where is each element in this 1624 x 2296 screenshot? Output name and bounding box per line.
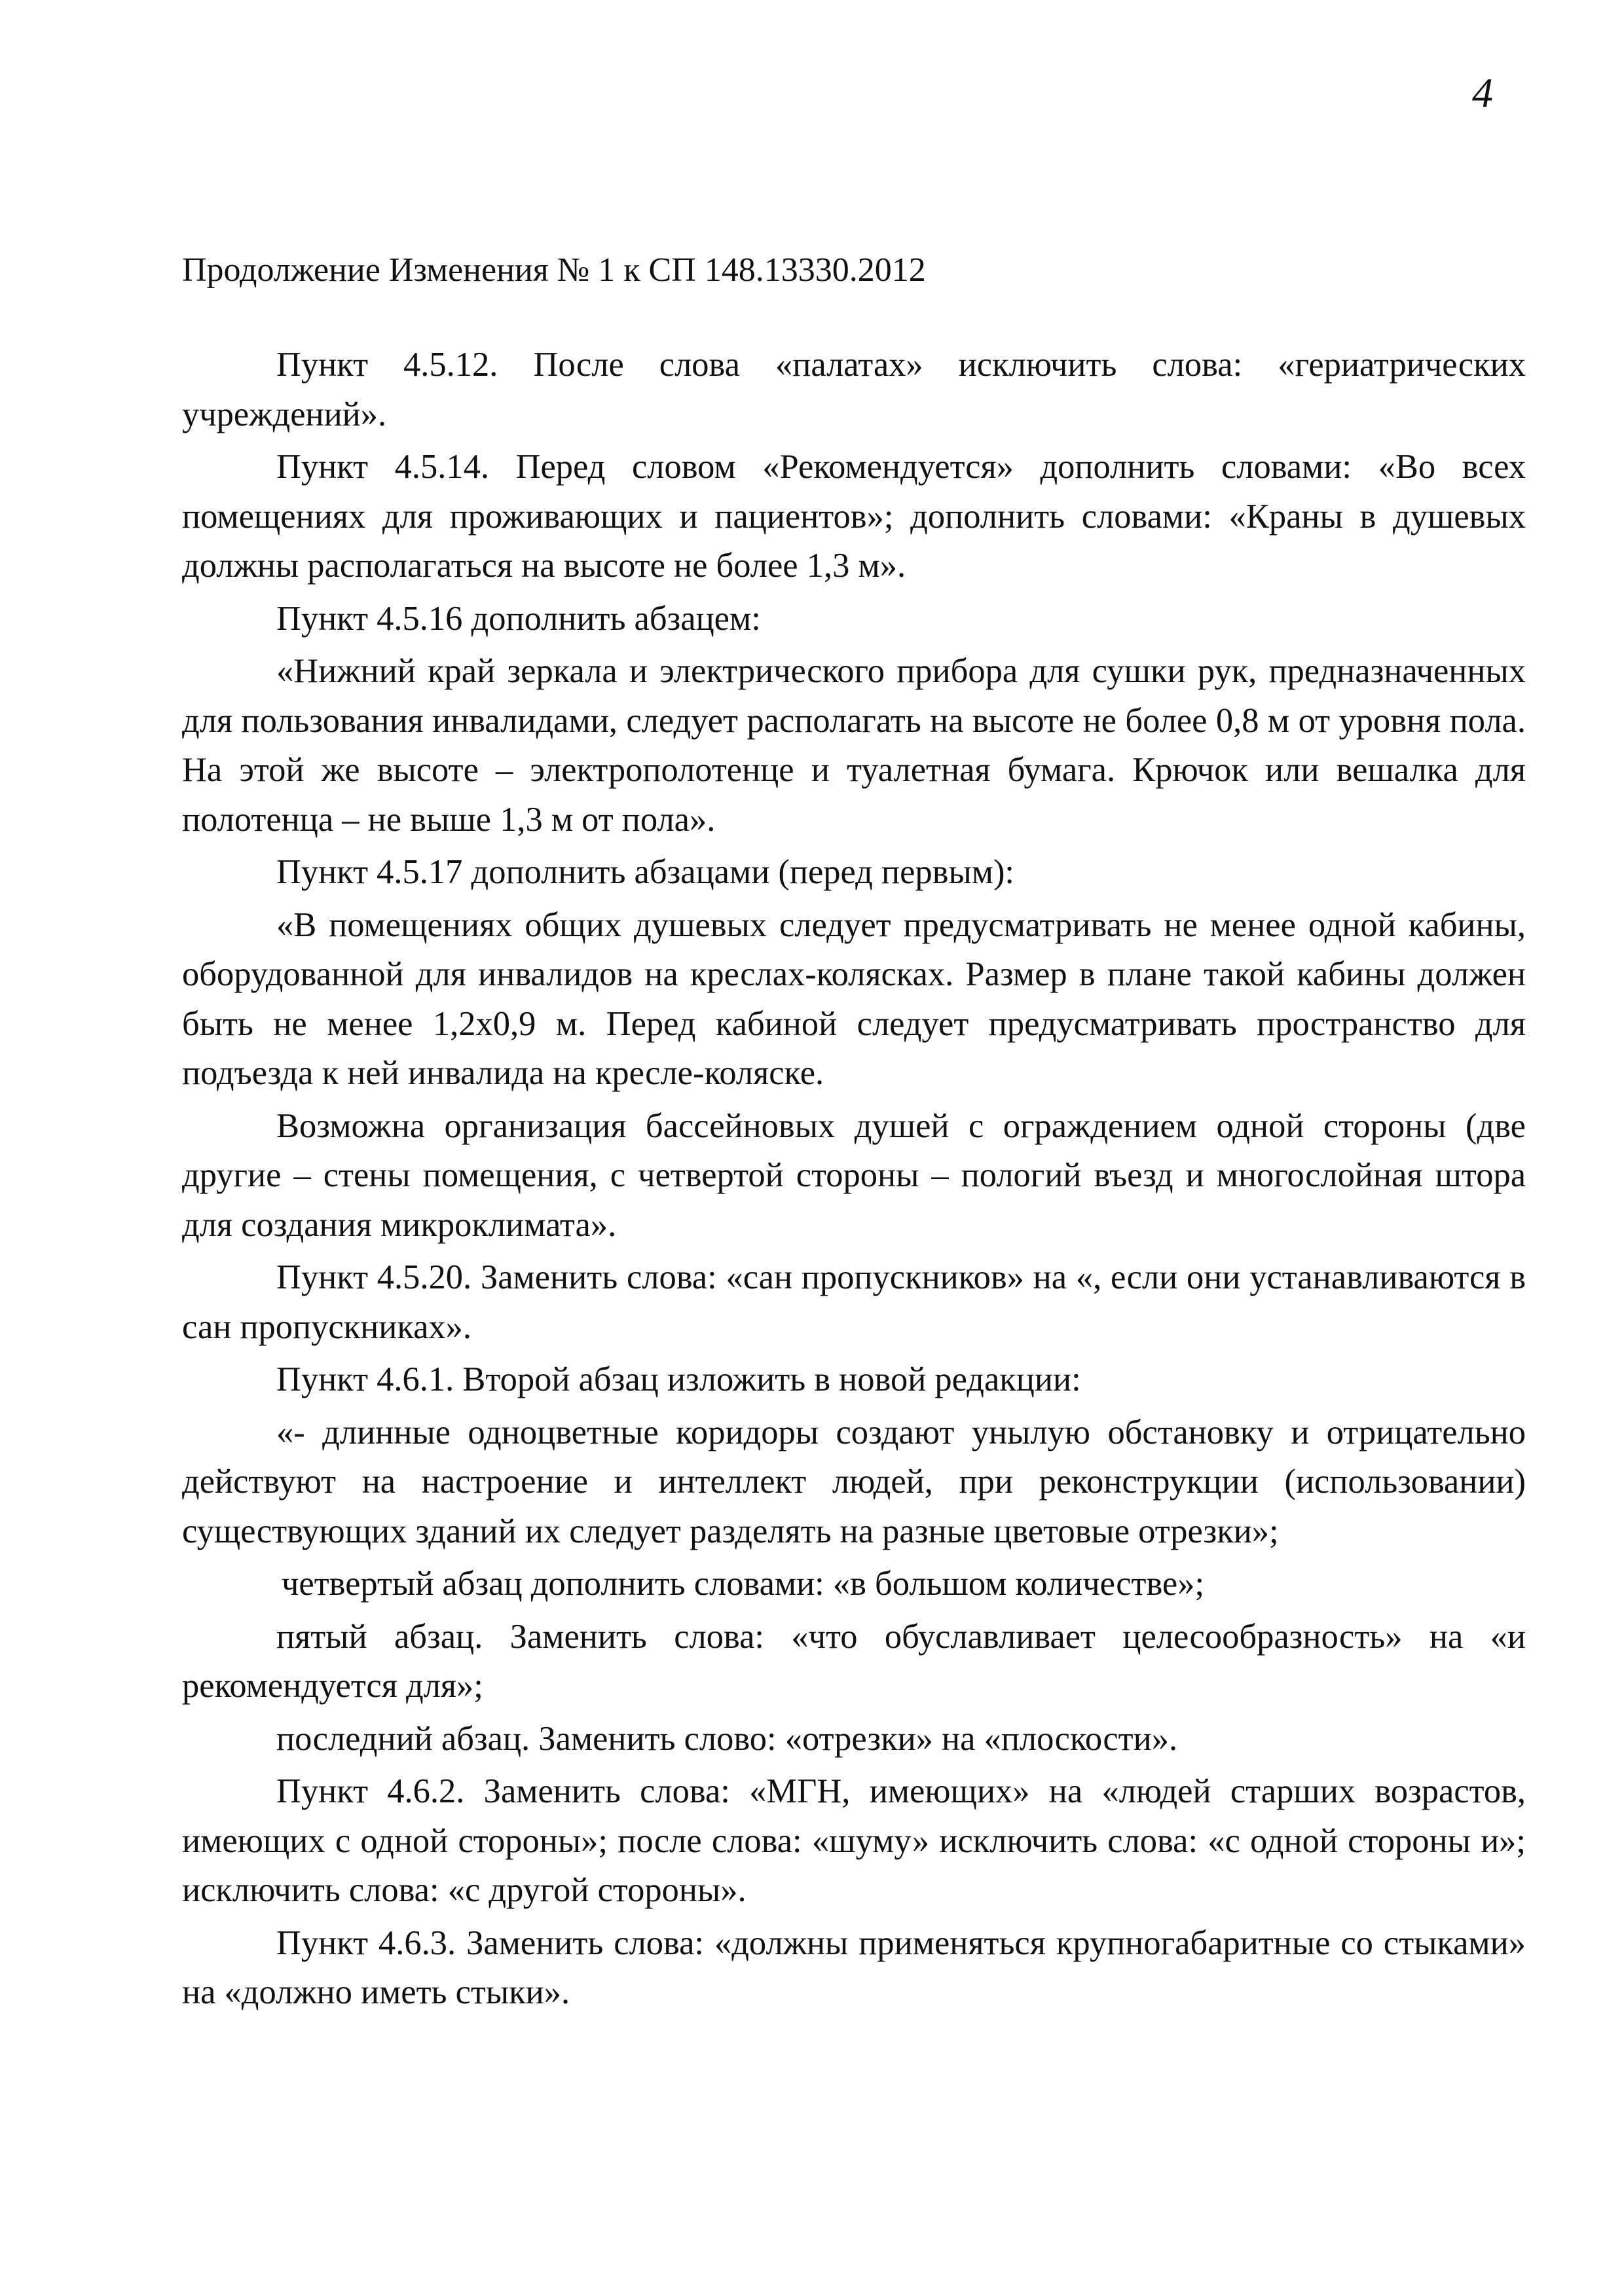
paragraph-4-6-1-text: «- длинные одноцветные коридоры создают унылую обстановку и отрицательно действуют на настроение и интеллект людей, при реконструкции (использовании) существующих зданий их следует разделять на разные цветовые отрезки»; — [182, 1413, 1526, 1550]
paragraph-4-5-14: Пункт 4.5.14. Перед словом «Рекомендуется» дополнить словами: «Во всех помещениях для проживающих и пациентов»; дополнить словами: «Краны в душевых должны располагаться на высоте не более 1,3 м». — [182, 448, 1526, 585]
paragraph-4-6-2: Пункт 4.6.2. Заменить слова: «МГН, имеющих» на «людей старших возрастов, имеющих с одной стороны»; после слова: «шуму» исключить слова: «с одной стороны и»; исключить слова: «с другой стороны». — [182, 1772, 1526, 1909]
paragraph-4-6-1-fifth: пятый абзац. Заменить слова: «что обуславливает целесообразность» на «и рекомендуется для»; — [182, 1617, 1526, 1705]
paragraph-4-5-17-text-1: «В помещениях общих душевых следует предусматривать не менее одной кабины, оборудованной для инвалидов на креслах-колясках. Размер в плане такой кабины должен быть не менее 1,2х0,9 м. Перед кабиной следует предусматривать пространство для подъезда к ней инвалида на кресле-коляске. — [182, 905, 1526, 1092]
paragraph-4-5-17-intro: Пункт 4.5.17 дополнить абзацами (перед первым): — [276, 853, 1015, 891]
paragraph-4-5-16-intro: Пункт 4.5.16 дополнить абзацем: — [276, 599, 761, 638]
paragraph-4-5-17-text-2: Возможна организация бассейновых душей с ограждением одной стороны (две другие – стены помещения, с четвертой стороны – пологий въезд и многослойная штора для создания микроклимата». — [182, 1106, 1526, 1244]
paragraph-4-6-1-fourth: четвертый абзац дополнить словами: «в большом количестве»; — [282, 1565, 1205, 1603]
paragraph-4-6-3: Пункт 4.6.3. Заменить слова: «должны применяться крупногабаритные со стыками» на «должно иметь стыки». — [182, 1923, 1526, 2011]
paragraph-4-5-20: Пункт 4.5.20. Заменить слова: «сан пропускников» на «, если они устанавливаются в сан пропускниках». — [182, 1258, 1526, 1346]
document-header: Продолжение Изменения № 1 к СП 148.13330.2012 — [182, 251, 926, 289]
paragraph-4-6-1-intro: Пункт 4.6.1. Второй абзац изложить в новой редакции: — [276, 1360, 1081, 1398]
paragraph-4-5-12: Пункт 4.5.12. После слова «палатах» исключить слова: «гериатрических учреждений». — [182, 346, 1526, 433]
paragraph-4-6-1-last: последний абзац. Заменить слово: «отрезки» на «плоскости». — [276, 1719, 1178, 1758]
page-number: 4 — [1472, 69, 1493, 116]
document-body — [182, 340, 1526, 2018]
paragraph-4-5-16-text: «Нижний край зеркала и электрического прибора для сушки рук, предназначенных для пользования инвалидами, следует располагать на высоте не более 0,8 м от уровня пола. На этой же высоте – электрополотенце и туалетная бумага. Крючок или вешалка для полотенца – не выше 1,3 м от пола». — [182, 652, 1526, 839]
